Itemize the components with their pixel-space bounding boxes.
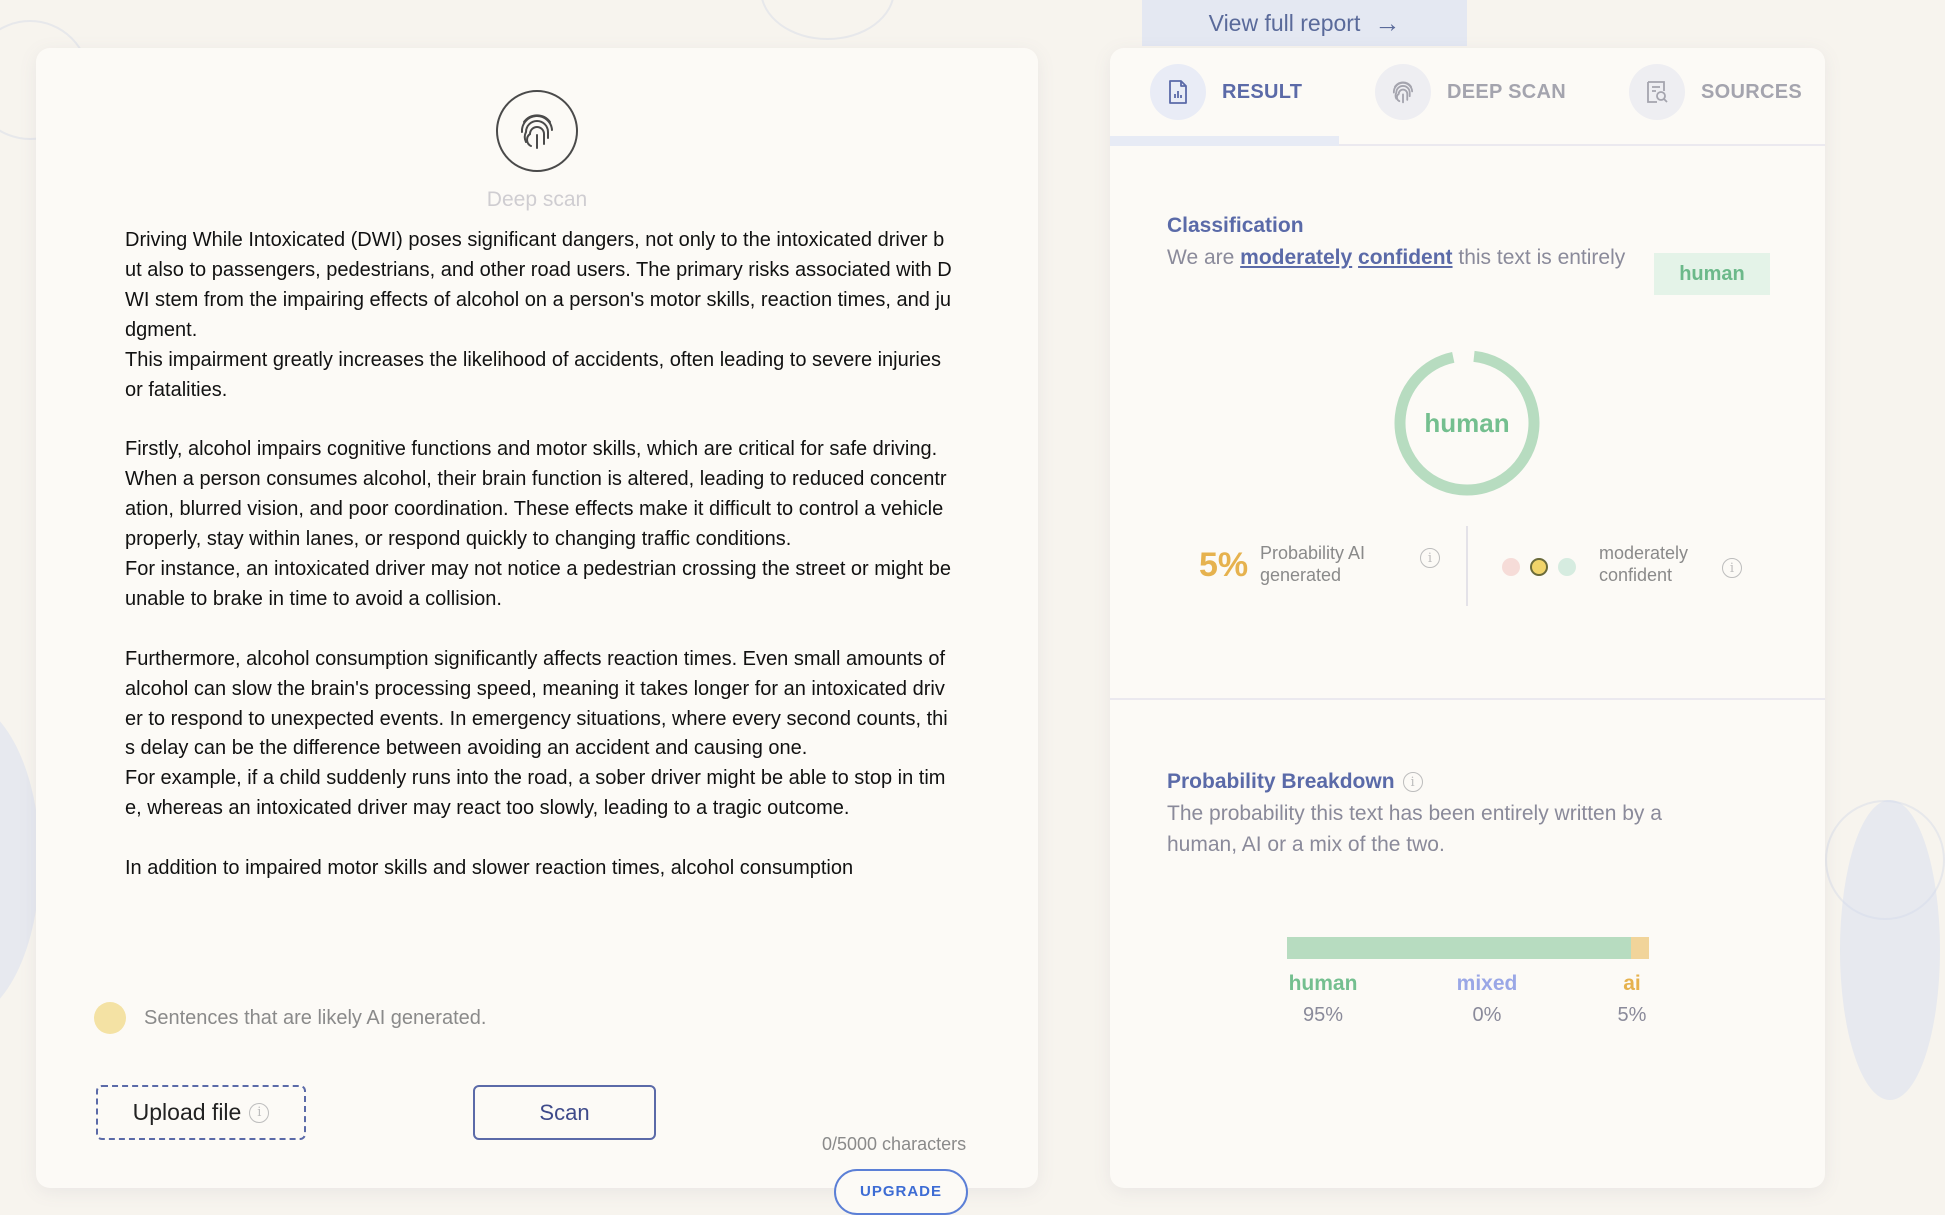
upgrade-button[interactable]: UPGRADE <box>834 1169 968 1215</box>
background-circle <box>760 0 895 40</box>
breakdown-mixed <box>1427 972 1547 1027</box>
background-blob <box>0 700 40 1020</box>
tab-sources[interactable] <box>1629 64 1802 120</box>
donut-label: human <box>1424 407 1510 438</box>
tab-sources-label: SOURCES <box>1701 80 1803 103</box>
breakdown-ai-name: ai <box>1623 972 1641 995</box>
upload-file-label: Upload file <box>132 1099 242 1125</box>
confidence-dot-moderate <box>1530 558 1548 576</box>
fingerprint-icon <box>1375 64 1431 120</box>
ai-probability-value: 5% <box>1199 546 1249 584</box>
confidence-word-moderately: moderately <box>1240 246 1353 269</box>
breakdown-mixed-name: mixed <box>1456 972 1518 995</box>
info-icon[interactable]: i <box>249 1103 269 1123</box>
breakdown-title <box>1167 770 1423 794</box>
scan-button[interactable]: Scan <box>473 1085 656 1140</box>
confidence-dot-high <box>1558 558 1576 576</box>
breakdown-ai-value: 5% <box>1617 1004 1647 1026</box>
breakdown-ai <box>1572 972 1692 1027</box>
legend-dot <box>94 1002 126 1034</box>
ai-probability-label: Probability AI generated <box>1260 543 1366 585</box>
info-icon[interactable]: i <box>1722 558 1742 578</box>
breakdown-human-value: 95% <box>1302 1004 1344 1026</box>
legend-text: Sentences that are likely AI generated. <box>144 1006 487 1029</box>
view-full-report-label: View full report <box>1208 9 1361 36</box>
breakdown-title-text: Probability Breakdown <box>1167 770 1395 793</box>
divider <box>1466 526 1468 606</box>
classification-text <box>1167 242 1637 273</box>
tab-deep-scan-label: DEEP SCAN <box>1447 80 1567 103</box>
text-input-panel <box>36 48 1038 1200</box>
active-tab-indicator <box>1110 136 1339 146</box>
confidence-word-confident: confident <box>1358 246 1453 269</box>
tab-deep-scan[interactable] <box>1375 64 1566 120</box>
classification-badge: human <box>1654 253 1770 295</box>
upload-file-button[interactable] <box>96 1085 306 1140</box>
classification-title: Classification <box>1167 214 1304 237</box>
character-count: 0/5000 characters <box>822 1134 967 1154</box>
section-divider <box>1110 698 1825 700</box>
results-panel <box>1110 48 1825 1188</box>
document-chart-icon <box>1150 64 1206 120</box>
breakdown-human <box>1263 972 1383 1027</box>
breakdown-mixed-value: 0% <box>1472 1004 1502 1026</box>
arrow-right-icon: → <box>1374 7 1401 38</box>
confidence-dot-low <box>1502 558 1520 576</box>
tab-result[interactable] <box>1150 64 1302 120</box>
search-document-icon <box>1629 64 1685 120</box>
result-tabs <box>1110 48 1825 146</box>
tab-result-label: RESULT <box>1222 80 1303 103</box>
breakdown-description: The probability this text has been entirely written by a human, AI or a mix of the two. <box>1167 802 1662 856</box>
classification-text-pre: We are <box>1167 246 1241 269</box>
classification-text-post: this text is entirely <box>1452 246 1626 269</box>
ai-sentence-legend <box>94 1002 486 1034</box>
scanned-text-area[interactable]: Driving While Intoxicated (DWI) poses significant dangers, not only to the intoxicated driver but also to passengers, pedestrians, and other road users. The primary risks associated with DWI stem from the impairing effects of alcohol on a person's motor skills, reaction times, and judgment. This impairment greatly increases the likelihood of accidents, often leading to severe injuries or fatalities. Firstly, alcohol impairs cognitive functions and motor skills, which are critical for safe driving. When a person consumes alcohol, their brain function is altered, leading to reduced concentration, blurred vision, and poor coordination. These effects make it difficult to control a vehicle properly, stay within lanes, or respond quickly to changing traffic conditions. For instance, an intoxicated driver may not notice a pedestrian crossing the street or might be unable to brake in time to avoid a collision. Furthermore, alcohol consumption significantly affects reaction times. Even small amounts of alcohol can slow the brain's processing speed, meaning it takes longer for an intoxicated driver to respond to unexpected events. In emergency situations, where every second counts, this delay can be the difference between avoiding an accident and causing one. For example, if a child suddenly runs into the road, a sober driver might be able to stop in time, whereas an intoxicated driver may react too slowly, leading to a tragic outcome. In addition to impaired motor skills and slower reaction times, alcohol consumption <box>125 229 952 880</box>
confidence-label: moderately confident <box>1599 543 1689 585</box>
breakdown-human-name: human <box>1288 972 1358 995</box>
background-blob <box>1840 800 1940 1100</box>
view-full-report-link[interactable] <box>1142 0 1467 46</box>
fingerprint-icon[interactable] <box>496 90 578 172</box>
probability-bar <box>1287 937 1649 959</box>
probability-bar-ai <box>1631 937 1649 959</box>
confidence-indicator <box>1502 558 1576 576</box>
deep-scan-label: Deep scan <box>486 188 588 211</box>
probability-bar-human <box>1287 937 1631 959</box>
info-icon[interactable]: i <box>1403 772 1423 792</box>
info-icon[interactable]: i <box>1420 548 1440 568</box>
